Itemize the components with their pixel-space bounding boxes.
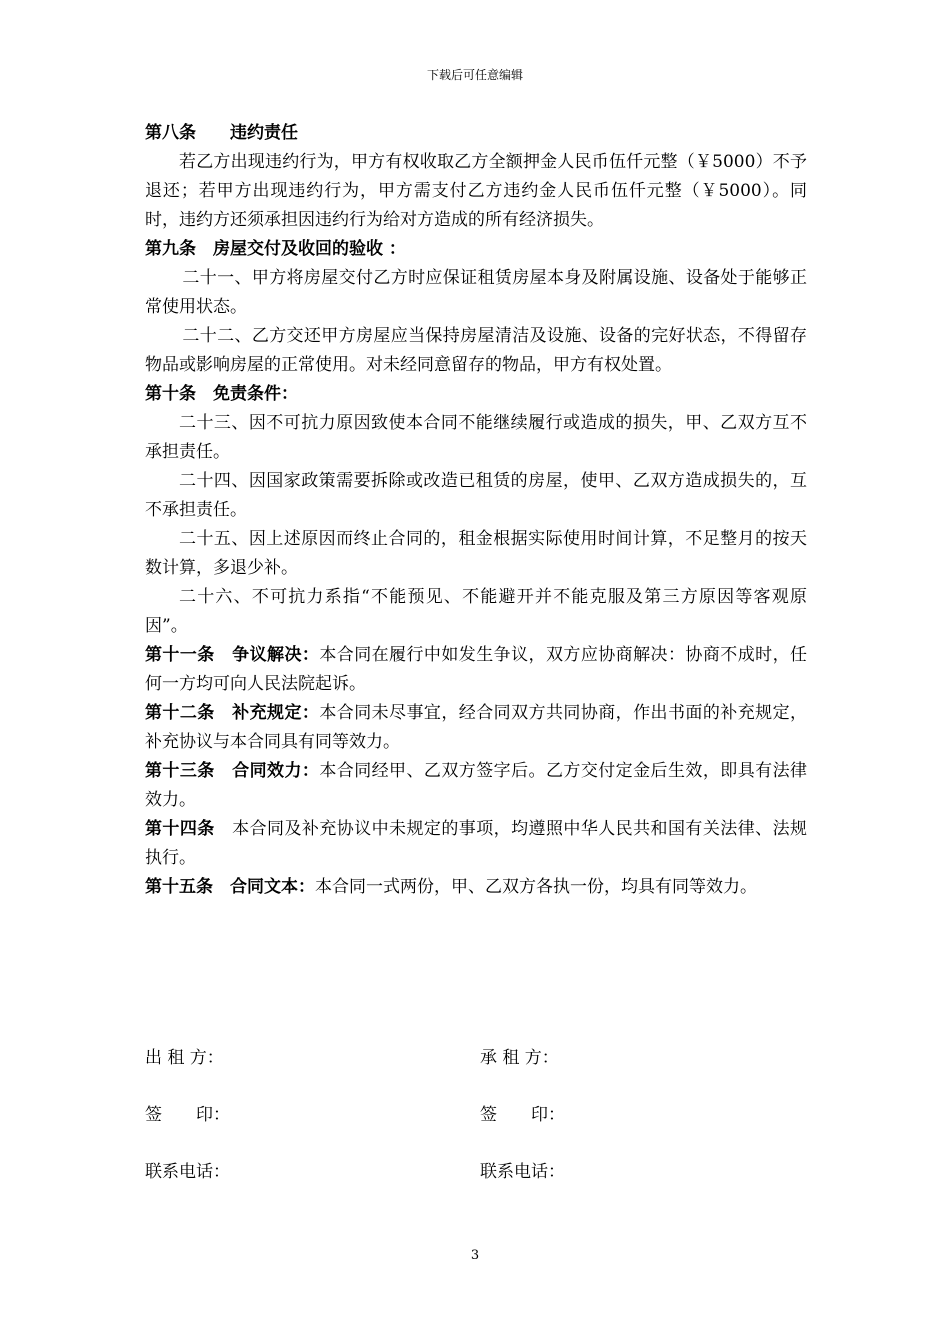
article-12 <box>145 699 807 757</box>
article-9-item-22: 二十二、乙方交还甲方房屋应当保持房屋清洁及设施、设备的完好状态，不得留存物品或影响房屋的正常使用。对未经同意留存的物品，甲方有权处置。 <box>145 326 807 375</box>
article-12-heading: 第十二条 补充规定： <box>145 703 320 723</box>
lessor-phone-label: 联系电话： <box>145 1162 230 1182</box>
article-13 <box>145 757 807 815</box>
article-10-item-24: 二十四、因国家政策需要拆除或改造已租赁的房屋，使甲、乙双方造成损失的，互不承担责任。 <box>145 471 807 520</box>
article-14 <box>145 815 807 873</box>
article-13-heading: 第十三条 合同效力： <box>145 761 320 781</box>
lessee-label: 承 租 方： <box>480 1048 559 1068</box>
lessor-seal-label: 签 印： <box>145 1105 230 1125</box>
lessee-seal-label: 签 印： <box>480 1105 565 1125</box>
article-15-heading: 第十五条 合同文本： <box>145 877 315 897</box>
article-14-text: 本合同及补充协议中未规定的事项，均遵照中华人民共和国有关法律、法规执行。 <box>145 819 808 868</box>
article-10-item-25: 二十五、因上述原因而终止合同的，租金根据实际使用时间计算，不足整月的按天数计算，多退少补。 <box>145 529 807 578</box>
lessee-phone-label: 联系电话： <box>480 1162 565 1182</box>
contract-body <box>145 119 807 902</box>
article-9-heading: 第九条 房屋交付及收回的验收 ： <box>145 239 406 259</box>
article-11 <box>145 641 807 699</box>
article-8-paragraph: 若乙方出现违约行为，甲方有权收取乙方全额押金人民币伍仟元整（￥5000）不予退还；若甲方出现违约行为，甲方需支付乙方违约金人民币伍仟元整（￥5000）。同时，违约方还须承担因违约行为给对方造成的所有经济损失。 <box>145 152 807 230</box>
article-11-text: 本合同在履行中如发生争议，双方应协商解决：协商不成时，任何一方均可向人民法院起诉。 <box>145 645 808 694</box>
article-10-item-23: 二十三、因不可抗力原因致使本合同不能继续履行或造成的损失，甲、乙双方互不承担责任。 <box>145 413 807 462</box>
article-10-item-26: 二十六、不可抗力系指“不能预见、不能避开并不能克服及第三方原因等客观原因”。 <box>145 587 807 636</box>
article-8-heading: 第八条 违约责任 <box>145 123 298 143</box>
lessor-label: 出 租 方： <box>145 1048 224 1068</box>
page-number: 3 <box>470 1248 480 1263</box>
article-15 <box>145 873 807 902</box>
article-12-text: 本合同未尽事宜，经合同双方共同协商，作出书面的补充规定，补充协议与本合同具有同等效力。 <box>145 703 808 752</box>
article-13-text: 本合同经甲、乙双方签字后。乙方交付定金后生效，即具有法律效力。 <box>145 761 808 810</box>
article-15-text: 本合同一式两份，甲、乙双方各执一份，均具有同等效力。 <box>315 877 757 897</box>
article-10-heading: 第十条 免责条件： <box>145 384 298 404</box>
page-header: 下载后可任意编辑 <box>426 68 523 82</box>
article-9-item-21: 二十一、甲方将房屋交付乙方时应保证租赁房屋本身及附属设施、设备处于能够正常使用状态。 <box>145 268 807 317</box>
article-11-heading: 第十一条 争议解决： <box>145 645 320 665</box>
article-14-heading: 第十四条 <box>145 819 215 839</box>
